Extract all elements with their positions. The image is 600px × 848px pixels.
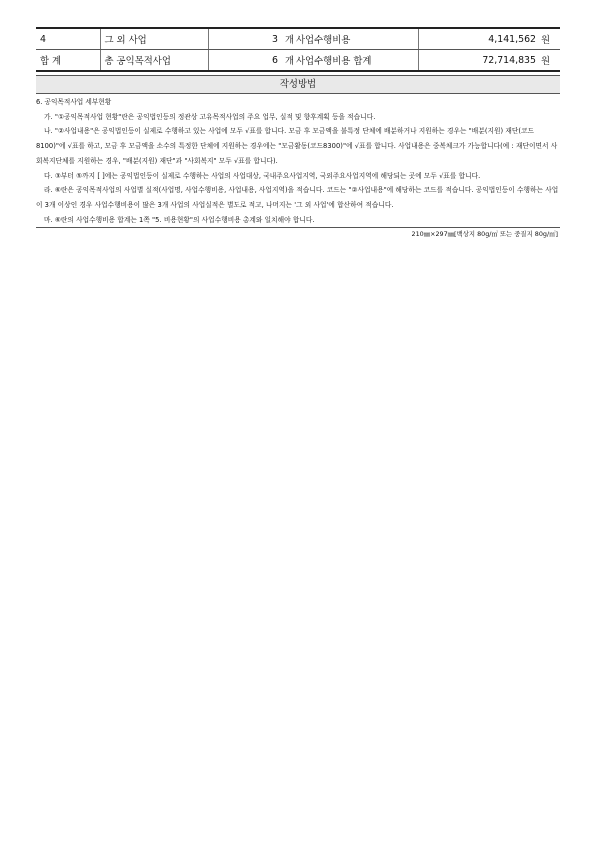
business-name: 그 외 사업 — [100, 28, 208, 50]
cost-amount: 4,141,562 — [418, 28, 538, 50]
currency-unit: 원 — [538, 50, 560, 72]
count-unit: 개 — [282, 28, 296, 50]
business-name: 총 공익목적사업 — [100, 50, 208, 72]
paper-spec: 210㎜×297㎜[백상지 80g/㎡ 또는 중질지 80g/㎡] — [411, 230, 558, 239]
row-number: 합 계 — [36, 50, 100, 72]
currency-unit: 원 — [538, 28, 560, 50]
instruction-item: 가. "①공익목적사업 현황"란은 공익법인등의 정관상 고유목적사업의 주요 업무, 실적 및 향후계획 등을 적습니다. — [44, 112, 376, 121]
instruction-item: 라. ⑥란은 공익목적사업의 사업별 실적(사업명, 사업수행비용, 사업내용, 사업지역)을 적습니다. 코드는 "②사업내용"에 해당하는 코드를 적습니다. 공익법인등이 수행하는 사업이 3개 이상인 경우 사업수행비용이 많은 3개 사업의 사업실적은 별도로 적고, 나머지는 '그 외 사업'에 합산하여 적습니다. — [36, 186, 559, 209]
count-unit: 개 — [282, 50, 296, 72]
instruction-item: 나. "②사업내용"은 공익법인등이 실제로 수행하고 있는 사업에 모두 √표를 합니다. 모금 후 모금액을 불특정 단체에 배분하거나 지원하는 경우는 "배분(지원) 재단(코드8100)"에 √표를 하고, 모금 후 모금액을 소수의 특정한 단체에 지원하는 경우에는 "모금활동(코드8300)"에 √표를 합니다. 사업내용은 중복체크가 가능합니다(예 : 재단이면서 사회복지단체를 지원하는 경우, "배분(지원) 재단"과 "사회복지" 모두 √표를 합니다). — [36, 127, 558, 165]
business-count: 3 — [208, 28, 282, 50]
instructions-title: 작성방법 — [36, 75, 560, 94]
instruction-item: 다. ③부터 ⑤까지 [ ]에는 공익법인등이 실제로 수행하는 사업의 사업대상, 국내주요사업지역, 국외주요사업지역에 해당되는 곳에 모두 √표를 합니다. — [44, 171, 481, 180]
row-number: 4 — [36, 28, 100, 50]
instruction-item: 마. ⑥란의 사업수행비용 합계는 1쪽 "5. 비용현황"의 사업수행비용 총계와 일치해야 합니다. — [44, 215, 315, 224]
instructions-body — [36, 94, 560, 228]
cost-label: 사업수행비용 — [296, 28, 418, 50]
business-count: 6 — [208, 50, 282, 72]
form-sheet — [36, 27, 560, 239]
cost-label: 사업수행비용 합계 — [296, 50, 418, 72]
table-row — [36, 50, 560, 72]
instructions-heading: 6. 공익목적사업 세부현황 — [36, 98, 112, 106]
table-row — [36, 28, 560, 50]
business-summary-table — [36, 27, 560, 72]
cost-amount: 72,714,835 — [418, 50, 538, 72]
